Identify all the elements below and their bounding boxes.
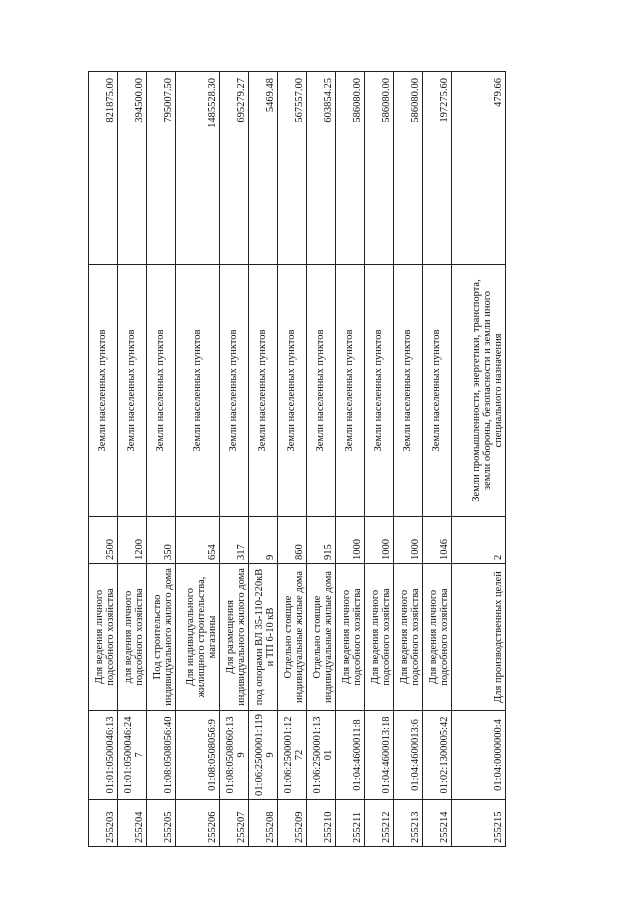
permitted-use-cell: Для индивидуального жилищного строительства, магазины bbox=[176, 564, 220, 711]
area-cell: 1000 bbox=[394, 517, 423, 564]
cadastral-number-cell: 01:08:0508056:40 bbox=[147, 711, 176, 800]
table-body bbox=[89, 72, 506, 847]
area-cell: 317 bbox=[220, 517, 249, 564]
table-row bbox=[307, 72, 336, 847]
land-category-cell: Земли населенных пунктов bbox=[220, 265, 249, 517]
table-row bbox=[118, 72, 147, 847]
permitted-use-cell: Для производственных целей bbox=[452, 564, 506, 711]
cadastral-value-cell: 5469.48 bbox=[249, 72, 278, 265]
row-id-cell: 255211 bbox=[336, 800, 365, 847]
cadastral-number-cell: 01:04:4600013:18 bbox=[365, 711, 394, 800]
cadastral-value-cell: 567557.00 bbox=[278, 72, 307, 265]
table-row bbox=[394, 72, 423, 847]
land-category-cell: Земли населенных пунктов bbox=[307, 265, 336, 517]
table-row bbox=[452, 72, 506, 847]
land-category-cell: Земли населенных пунктов bbox=[147, 265, 176, 517]
area-cell: 1000 bbox=[365, 517, 394, 564]
cadastral-value-cell: 479.66 bbox=[452, 72, 506, 265]
permitted-use-cell: под опорами ВЛ 35-110-220кВ и ТП 6-10 кВ bbox=[249, 564, 278, 711]
cadastral-value-cell: 1485528.30 bbox=[176, 72, 220, 265]
area-cell: 2 bbox=[452, 517, 506, 564]
cadastral-value-cell: 197275.60 bbox=[423, 72, 452, 265]
table-row bbox=[365, 72, 394, 847]
area-cell: 1200 bbox=[118, 517, 147, 564]
permitted-use-cell: Для размещения индивидуального жилого дома bbox=[220, 564, 249, 711]
cadastral-value-cell: 795007.50 bbox=[147, 72, 176, 265]
row-id-cell: 255208 bbox=[249, 800, 278, 847]
table-row bbox=[176, 72, 220, 847]
area-cell: 2500 bbox=[89, 517, 118, 564]
land-plots-table bbox=[88, 71, 506, 847]
permitted-use-cell: Для ведения личного подсобного хозяйства bbox=[423, 564, 452, 711]
cadastral-number-cell: 01:06:2500001:1301 bbox=[307, 711, 336, 800]
cadastral-number-cell: 01:01:0500046:247 bbox=[118, 711, 147, 800]
permitted-use-cell: для ведения личного подсобного хозяйства bbox=[118, 564, 147, 711]
row-id-cell: 255204 bbox=[118, 800, 147, 847]
area-cell: 860 bbox=[278, 517, 307, 564]
cadastral-number-cell: 01:06:2500001:1272 bbox=[278, 711, 307, 800]
cadastral-value-cell: 603854.25 bbox=[307, 72, 336, 265]
row-id-cell: 255207 bbox=[220, 800, 249, 847]
cadastral-number-cell: 01:08:0508060:139 bbox=[220, 711, 249, 800]
cadastral-number-cell: 01:04:4600011:8 bbox=[336, 711, 365, 800]
cadastral-value-cell: 586080.00 bbox=[365, 72, 394, 265]
row-id-cell: 255206 bbox=[176, 800, 220, 847]
land-category-cell: Земли населенных пунктов bbox=[336, 265, 365, 517]
cadastral-value-cell: 586080.00 bbox=[336, 72, 365, 265]
cadastral-number-cell: 01:06:2500001:1199 bbox=[249, 711, 278, 800]
area-cell: 350 bbox=[147, 517, 176, 564]
land-category-cell: Земли населенных пунктов bbox=[176, 265, 220, 517]
permitted-use-cell: Отдельно стоящие индивидуальные жилые дома bbox=[307, 564, 336, 711]
land-category-cell: Земли населенных пунктов bbox=[423, 265, 452, 517]
table-row bbox=[220, 72, 249, 847]
land-category-cell: Земли населенных пунктов bbox=[89, 265, 118, 517]
cadastral-value-cell: 821875.00 bbox=[89, 72, 118, 265]
cadastral-number-cell: 01:01:0500046:13 bbox=[89, 711, 118, 800]
area-cell: 9 bbox=[249, 517, 278, 564]
permitted-use-cell: Отдельно стоящие индивидуальные жилые дома bbox=[278, 564, 307, 711]
row-id-cell: 255215 bbox=[452, 800, 506, 847]
land-category-cell: Земли населенных пунктов bbox=[365, 265, 394, 517]
cadastral-number-cell: 01:04:0000000:4 bbox=[452, 711, 506, 800]
permitted-use-cell: Для ведения личного подсобного хозяйства bbox=[89, 564, 118, 711]
cadastral-value-cell: 394500.00 bbox=[118, 72, 147, 265]
land-category-cell: Земли промышленности, энергетики, транспорта, земли обороны, безопасности и земли иного специального назначения bbox=[452, 265, 506, 517]
permitted-use-cell: Для ведения личного подсобного хозяйства bbox=[365, 564, 394, 711]
row-id-cell: 255214 bbox=[423, 800, 452, 847]
row-id-cell: 255209 bbox=[278, 800, 307, 847]
land-category-cell: Земли населенных пунктов bbox=[278, 265, 307, 517]
table-row bbox=[89, 72, 118, 847]
row-id-cell: 255213 bbox=[394, 800, 423, 847]
row-id-cell: 255210 bbox=[307, 800, 336, 847]
cadastral-number-cell: 01:04:4600013:6 bbox=[394, 711, 423, 800]
table-row bbox=[336, 72, 365, 847]
cadastral-value-cell: 586080.00 bbox=[394, 72, 423, 265]
row-id-cell: 255205 bbox=[147, 800, 176, 847]
row-id-cell: 255203 bbox=[89, 800, 118, 847]
cadastral-number-cell: 01:02:1300005:42 bbox=[423, 711, 452, 800]
permitted-use-cell: Для ведения личного подсобного хозяйства bbox=[336, 564, 365, 711]
table-row bbox=[278, 72, 307, 847]
table-row bbox=[249, 72, 278, 847]
row-id-cell: 255212 bbox=[365, 800, 394, 847]
area-cell: 1046 bbox=[423, 517, 452, 564]
cadastral-value-cell: 695279.27 bbox=[220, 72, 249, 265]
table-row bbox=[147, 72, 176, 847]
land-category-cell: Земли населенных пунктов bbox=[394, 265, 423, 517]
rotated-page bbox=[88, 78, 504, 847]
land-category-cell: Земли населенных пунктов bbox=[249, 265, 278, 517]
land-category-cell: Земли населенных пунктов bbox=[118, 265, 147, 517]
permitted-use-cell: Для ведения личного подсобного хозяйства bbox=[394, 564, 423, 711]
table-row bbox=[423, 72, 452, 847]
area-cell: 1000 bbox=[336, 517, 365, 564]
area-cell: 915 bbox=[307, 517, 336, 564]
cadastral-number-cell: 01:08:0508056:9 bbox=[176, 711, 220, 800]
permitted-use-cell: Под строительство индивидуального жилого дома bbox=[147, 564, 176, 711]
area-cell: 654 bbox=[176, 517, 220, 564]
